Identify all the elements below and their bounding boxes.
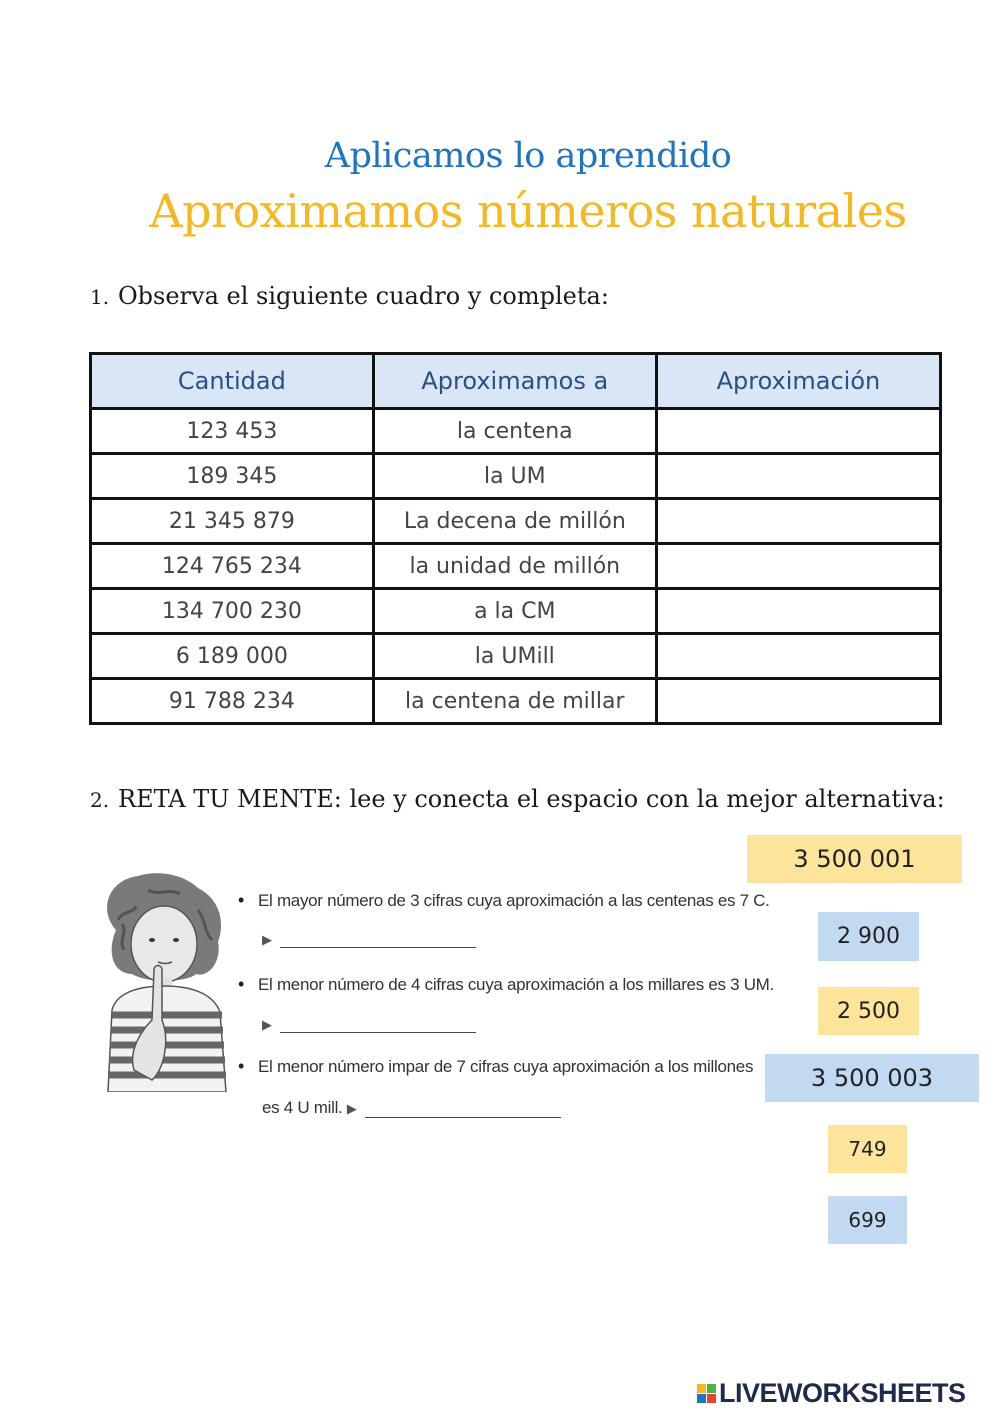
option-699[interactable]: 699 bbox=[828, 1196, 907, 1244]
cell-aproximamos: la unidad de millón bbox=[373, 544, 656, 589]
page-title: Aproximamos números naturales bbox=[149, 184, 907, 238]
table-row bbox=[91, 634, 941, 679]
cell-aproximamos: la UMill bbox=[373, 634, 656, 679]
table-row bbox=[91, 499, 941, 544]
table-row bbox=[91, 679, 941, 724]
arrow-icon: ▶ bbox=[262, 1017, 272, 1032]
answer-blank[interactable] bbox=[365, 1103, 561, 1118]
answer-cell[interactable] bbox=[656, 409, 940, 454]
answer-cell[interactable] bbox=[656, 679, 940, 724]
question-2-number: 2. bbox=[90, 788, 110, 812]
brand-name: LIVEWORKSHEETS bbox=[719, 1377, 966, 1408]
header-aproximamos: Aproximamos a bbox=[373, 354, 656, 409]
table-header-row bbox=[91, 354, 941, 409]
answer-blank[interactable] bbox=[280, 933, 476, 948]
cell-aproximamos: la UM bbox=[373, 454, 656, 499]
approximation-table bbox=[89, 352, 942, 725]
question-1-text: Observa el siguiente cuadro y completa: bbox=[118, 282, 609, 310]
option-3500001[interactable]: 3 500 001 bbox=[747, 835, 962, 883]
answer-blank[interactable] bbox=[280, 1018, 476, 1033]
answer-cell[interactable] bbox=[656, 544, 940, 589]
bullet-icon: • bbox=[238, 890, 245, 910]
cell-aproximamos: La decena de millón bbox=[373, 499, 656, 544]
answer-line-2[interactable] bbox=[262, 1017, 476, 1033]
logo-icon bbox=[697, 1384, 716, 1403]
cell-aproximamos: la centena de millar bbox=[373, 679, 656, 724]
cell-cantidad: 189 345 bbox=[91, 454, 374, 499]
question-2-text: RETA TU MENTE: lee y conecta el espacio con la mejor alternativa: bbox=[118, 785, 945, 813]
cell-cantidad: 134 700 230 bbox=[91, 589, 374, 634]
statement-3: • El menor número impar de 7 cifras cuya aproximación a los millones bbox=[238, 1056, 754, 1076]
table-row bbox=[91, 409, 941, 454]
bullet-icon: • bbox=[238, 1056, 245, 1076]
option-2900[interactable]: 2 900 bbox=[818, 912, 919, 961]
question-1 bbox=[90, 282, 609, 310]
answer-cell[interactable] bbox=[656, 454, 940, 499]
table-row bbox=[91, 589, 941, 634]
header-aproximacion: Aproximación bbox=[656, 354, 940, 409]
answer-line-1[interactable] bbox=[262, 932, 476, 948]
statement-3-continued: es 4 U mill. ▶ bbox=[262, 1098, 561, 1118]
subtitle: Aplicamos lo aprendido bbox=[324, 136, 732, 176]
statement-1: • El mayor número de 3 cifras cuya aproximación a las centenas es 7 C. bbox=[238, 890, 770, 910]
thinking-girl-illustration bbox=[88, 870, 238, 1092]
liveworksheets-logo bbox=[697, 1378, 966, 1408]
option-749[interactable]: 749 bbox=[828, 1125, 907, 1173]
answer-cell[interactable] bbox=[656, 634, 940, 679]
question-1-number: 1. bbox=[90, 285, 110, 309]
statement-2: • El menor número de 4 cifras cuya aproximación a los millares es 3 UM. bbox=[238, 974, 774, 994]
cell-cantidad: 21 345 879 bbox=[91, 499, 374, 544]
cell-cantidad: 91 788 234 bbox=[91, 679, 374, 724]
arrow-icon: ▶ bbox=[262, 932, 272, 947]
cell-aproximamos: a la CM bbox=[373, 589, 656, 634]
option-2500[interactable]: 2 500 bbox=[818, 987, 919, 1035]
cell-aproximamos: la centena bbox=[373, 409, 656, 454]
answer-line-3[interactable] bbox=[347, 1101, 561, 1116]
header-cantidad: Cantidad bbox=[91, 354, 374, 409]
cell-cantidad: 124 765 234 bbox=[91, 544, 374, 589]
cell-cantidad: 123 453 bbox=[91, 409, 374, 454]
answer-cell[interactable] bbox=[656, 589, 940, 634]
option-3500003[interactable]: 3 500 003 bbox=[765, 1054, 979, 1102]
question-2 bbox=[90, 785, 945, 813]
table-row bbox=[91, 544, 941, 589]
table-row bbox=[91, 454, 941, 499]
answer-cell[interactable] bbox=[656, 499, 940, 544]
cell-cantidad: 6 189 000 bbox=[91, 634, 374, 679]
bullet-icon: • bbox=[238, 974, 245, 994]
arrow-icon: ▶ bbox=[346, 1101, 357, 1116]
